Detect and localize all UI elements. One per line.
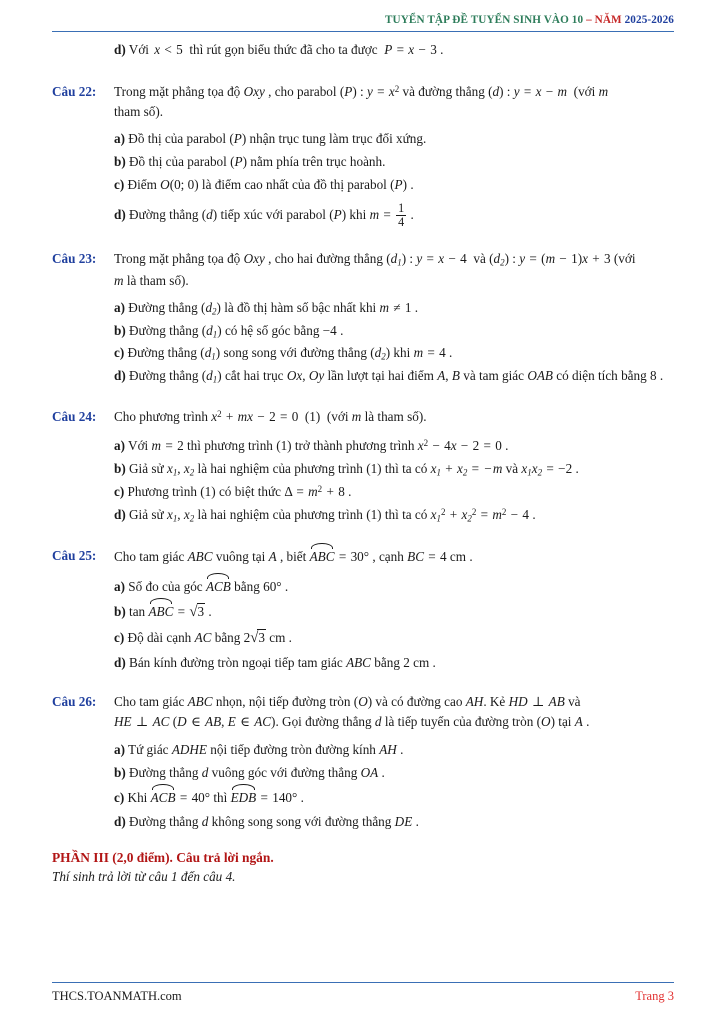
question-23-label: Câu 23: <box>52 251 97 267</box>
item-label: c) <box>114 345 125 361</box>
item-label: a) <box>114 299 125 315</box>
question-22-stem: Trong mặt phẳng tọa độ Oxy , cho parabol (P) : $y = x^2$ và đường thẳng (d) : y = x − m (với m tham số). <box>114 84 609 120</box>
question-26 <box>52 692 678 833</box>
question-24 <box>52 407 678 526</box>
question-23-stem: Trong mặt phẳng tọa độ Oxy , cho hai đường thẳng $(d_1)$ : y = x − 4 và $(d_2)$ : y = (m − 1)x + 3 (với m là tham số). <box>114 251 636 288</box>
question-26-stem: Cho tam giác ABC nhọn, nội tiếp đường tròn (O) và có đường cao AH. Kẻ HD ⊥ AB và HE ⊥ AC (D ∈ AB, E ∈ AC). Gọi đường thẳng d là tiếp tuyến của đường tròn (O) tại A . <box>114 694 590 730</box>
item-label: a) <box>114 742 125 758</box>
question-25 <box>52 546 678 674</box>
fraction-one-quarter: $\frac{1}{4}$ <box>398 200 405 229</box>
item-label: b) <box>114 461 126 477</box>
question-22 <box>52 82 678 228</box>
angle-acb: ACB <box>151 787 176 809</box>
question-26-content <box>114 692 678 833</box>
question-25-stem: Cho tam giác ABC vuông tại A , biết ABC = 30° , cạnh BC = 4 cm . <box>114 546 678 567</box>
item-label: c) <box>114 629 125 645</box>
question-24-item-b: b) Giả sử $x_1$, $x_2$ là hai nghiệm của phương trình (1) thì ta có $x_1 + x_2 = -m$ và $x_1x_2 = -2$ . <box>114 461 579 478</box>
question-23 <box>52 249 678 387</box>
item-label: d) <box>114 813 126 829</box>
item-label: c) <box>114 176 125 192</box>
carryover-item-label: d) <box>114 42 126 57</box>
question-25-item-b: b) tan ABC = √3 . <box>114 601 678 624</box>
item-label: d) <box>114 655 126 671</box>
header-title-blue: 2025-2026 <box>624 14 674 26</box>
question-24-item-d: d) Giả sử $x_1$, $x_2$ là hai nghiệm của phương trình (1) thì ta có $x_1^2 + x_2^2 = m^2 - 4$ . <box>114 506 536 524</box>
footer-divider <box>52 982 674 983</box>
item-label: d) <box>114 368 126 384</box>
question-22-content <box>114 82 678 228</box>
carryover-item-d: d) Với x < 5 thì rút gọn biểu thức đã cho ta được P = x − 3 . <box>114 42 444 57</box>
question-25-item-c: c) Độ dài cạnh AC bằng 2√3 cm . <box>114 627 678 650</box>
question-24-item-a: a) Với m = 2 thì phương trình (1) trở thành phương trình $x^2 - 4x - 2 = 0$ . <box>114 438 509 454</box>
question-26-item-b: b) Đường thẳng d vuông góc với đường thẳng OA . <box>114 765 385 781</box>
question-26-item-a: a) Tứ giác ADHE nội tiếp đường tròn đường kính AH . <box>114 742 404 758</box>
item-label: d) <box>114 506 126 522</box>
question-26-label: Câu 26: <box>52 694 97 710</box>
question-23-content <box>114 249 678 387</box>
footer-site-label: THCS.TOANMATH.com <box>52 989 182 1003</box>
part-three-section <box>52 848 678 887</box>
question-22-label: Câu 22: <box>52 84 97 100</box>
item-label: d) <box>114 206 126 222</box>
question-25-item-d: d) Bán kính đường tròn ngoại tiếp tam giác ABC bằng 2 cm . <box>114 655 436 671</box>
question-25-item-a: a) Số đo của góc ACB bằng 60° . <box>114 576 678 598</box>
item-label: c) <box>114 790 125 806</box>
angle-abc: ABC <box>310 546 335 567</box>
header-divider <box>52 31 674 32</box>
item-label: b) <box>114 322 126 338</box>
question-23-item-c: c) Đường thẳng $(d_1)$ song song với đường thẳng $(d_2)$ khi m = 4 . <box>114 345 453 362</box>
angle-edb: EDB <box>231 787 257 809</box>
item-label: b) <box>114 154 126 170</box>
question-22-item-d: d) Đường thẳng (d) tiếp xúc với parabol (P) khi m = $\frac{1}{4}$ . <box>114 200 414 229</box>
item-label: b) <box>114 603 126 619</box>
question-26-item-d: d) Đường thẳng d không song song với đường thẳng DE . <box>114 813 419 829</box>
question-25-content <box>114 546 678 674</box>
question-24-item-c: c) Phương trình (1) có biệt thức $\Delta = m^2 + 8$ . <box>114 483 352 499</box>
question-24-stem: Cho phương trình $x^2$ + mx − 2 = 0 (1) (với m là tham số). <box>114 409 427 425</box>
header-title-green: TUYỂN TẬP ĐỀ TUYỂN SINH VÀO 10 <box>384 14 587 26</box>
question-24-label: Câu 24: <box>52 409 97 425</box>
question-22-item-b: b) Đồ thị của parabol (P) nằm phía trên trục hoành. <box>114 154 386 170</box>
question-25-label: Câu 25: <box>52 547 97 563</box>
item-label: a) <box>114 578 125 594</box>
question-24-content <box>114 407 678 526</box>
item-label: a) <box>114 131 125 147</box>
question-23-item-a: a) Đường thẳng $(d_2)$ là đồ thị hàm số bậc nhất khi m ≠ 1 . <box>114 299 419 317</box>
item-label: c) <box>114 483 125 499</box>
header-title-red: – NĂM <box>586 14 625 26</box>
item-label: a) <box>114 438 125 454</box>
sqrt-3: √3 <box>189 603 205 620</box>
item-label: b) <box>114 765 126 781</box>
question-22-item-a: a) Đồ thị của parabol (P) nhận trục tung làm trục đối xứng. <box>114 131 427 147</box>
part-three-title: PHẦN III (2,0 điểm). Câu trả lời ngắn. <box>52 850 274 865</box>
page-footer <box>52 989 674 1004</box>
page-header <box>52 14 674 26</box>
angle-abc: ABC <box>148 601 173 623</box>
footer-page-number: Trang 3 <box>635 989 674 1003</box>
document-body <box>52 40 678 833</box>
angle-acb: ACB <box>206 576 231 598</box>
sqrt-3: √3 <box>250 629 265 646</box>
question-23-item-b: b) Đường thẳng $(d_1)$ có hệ số góc bằng −4 . <box>114 322 344 340</box>
question-22-item-c: c) Điểm O(0; 0) là điểm cao nhất của đồ thị parabol (P) . <box>114 176 414 192</box>
question-26-item-c: c) Khi ACB = 40° thì EDB = 140° . <box>114 787 678 809</box>
question-23-item-d: d) Đường thẳng $(d_1)$ cắt hai trục Ox, Oy lần lượt tại hai điểm A, B và tam giác OAB có diện tích bằng 8 . <box>114 368 664 385</box>
part-three-note: Thí sinh trả lời từ câu 1 đến câu 4. <box>52 869 236 885</box>
